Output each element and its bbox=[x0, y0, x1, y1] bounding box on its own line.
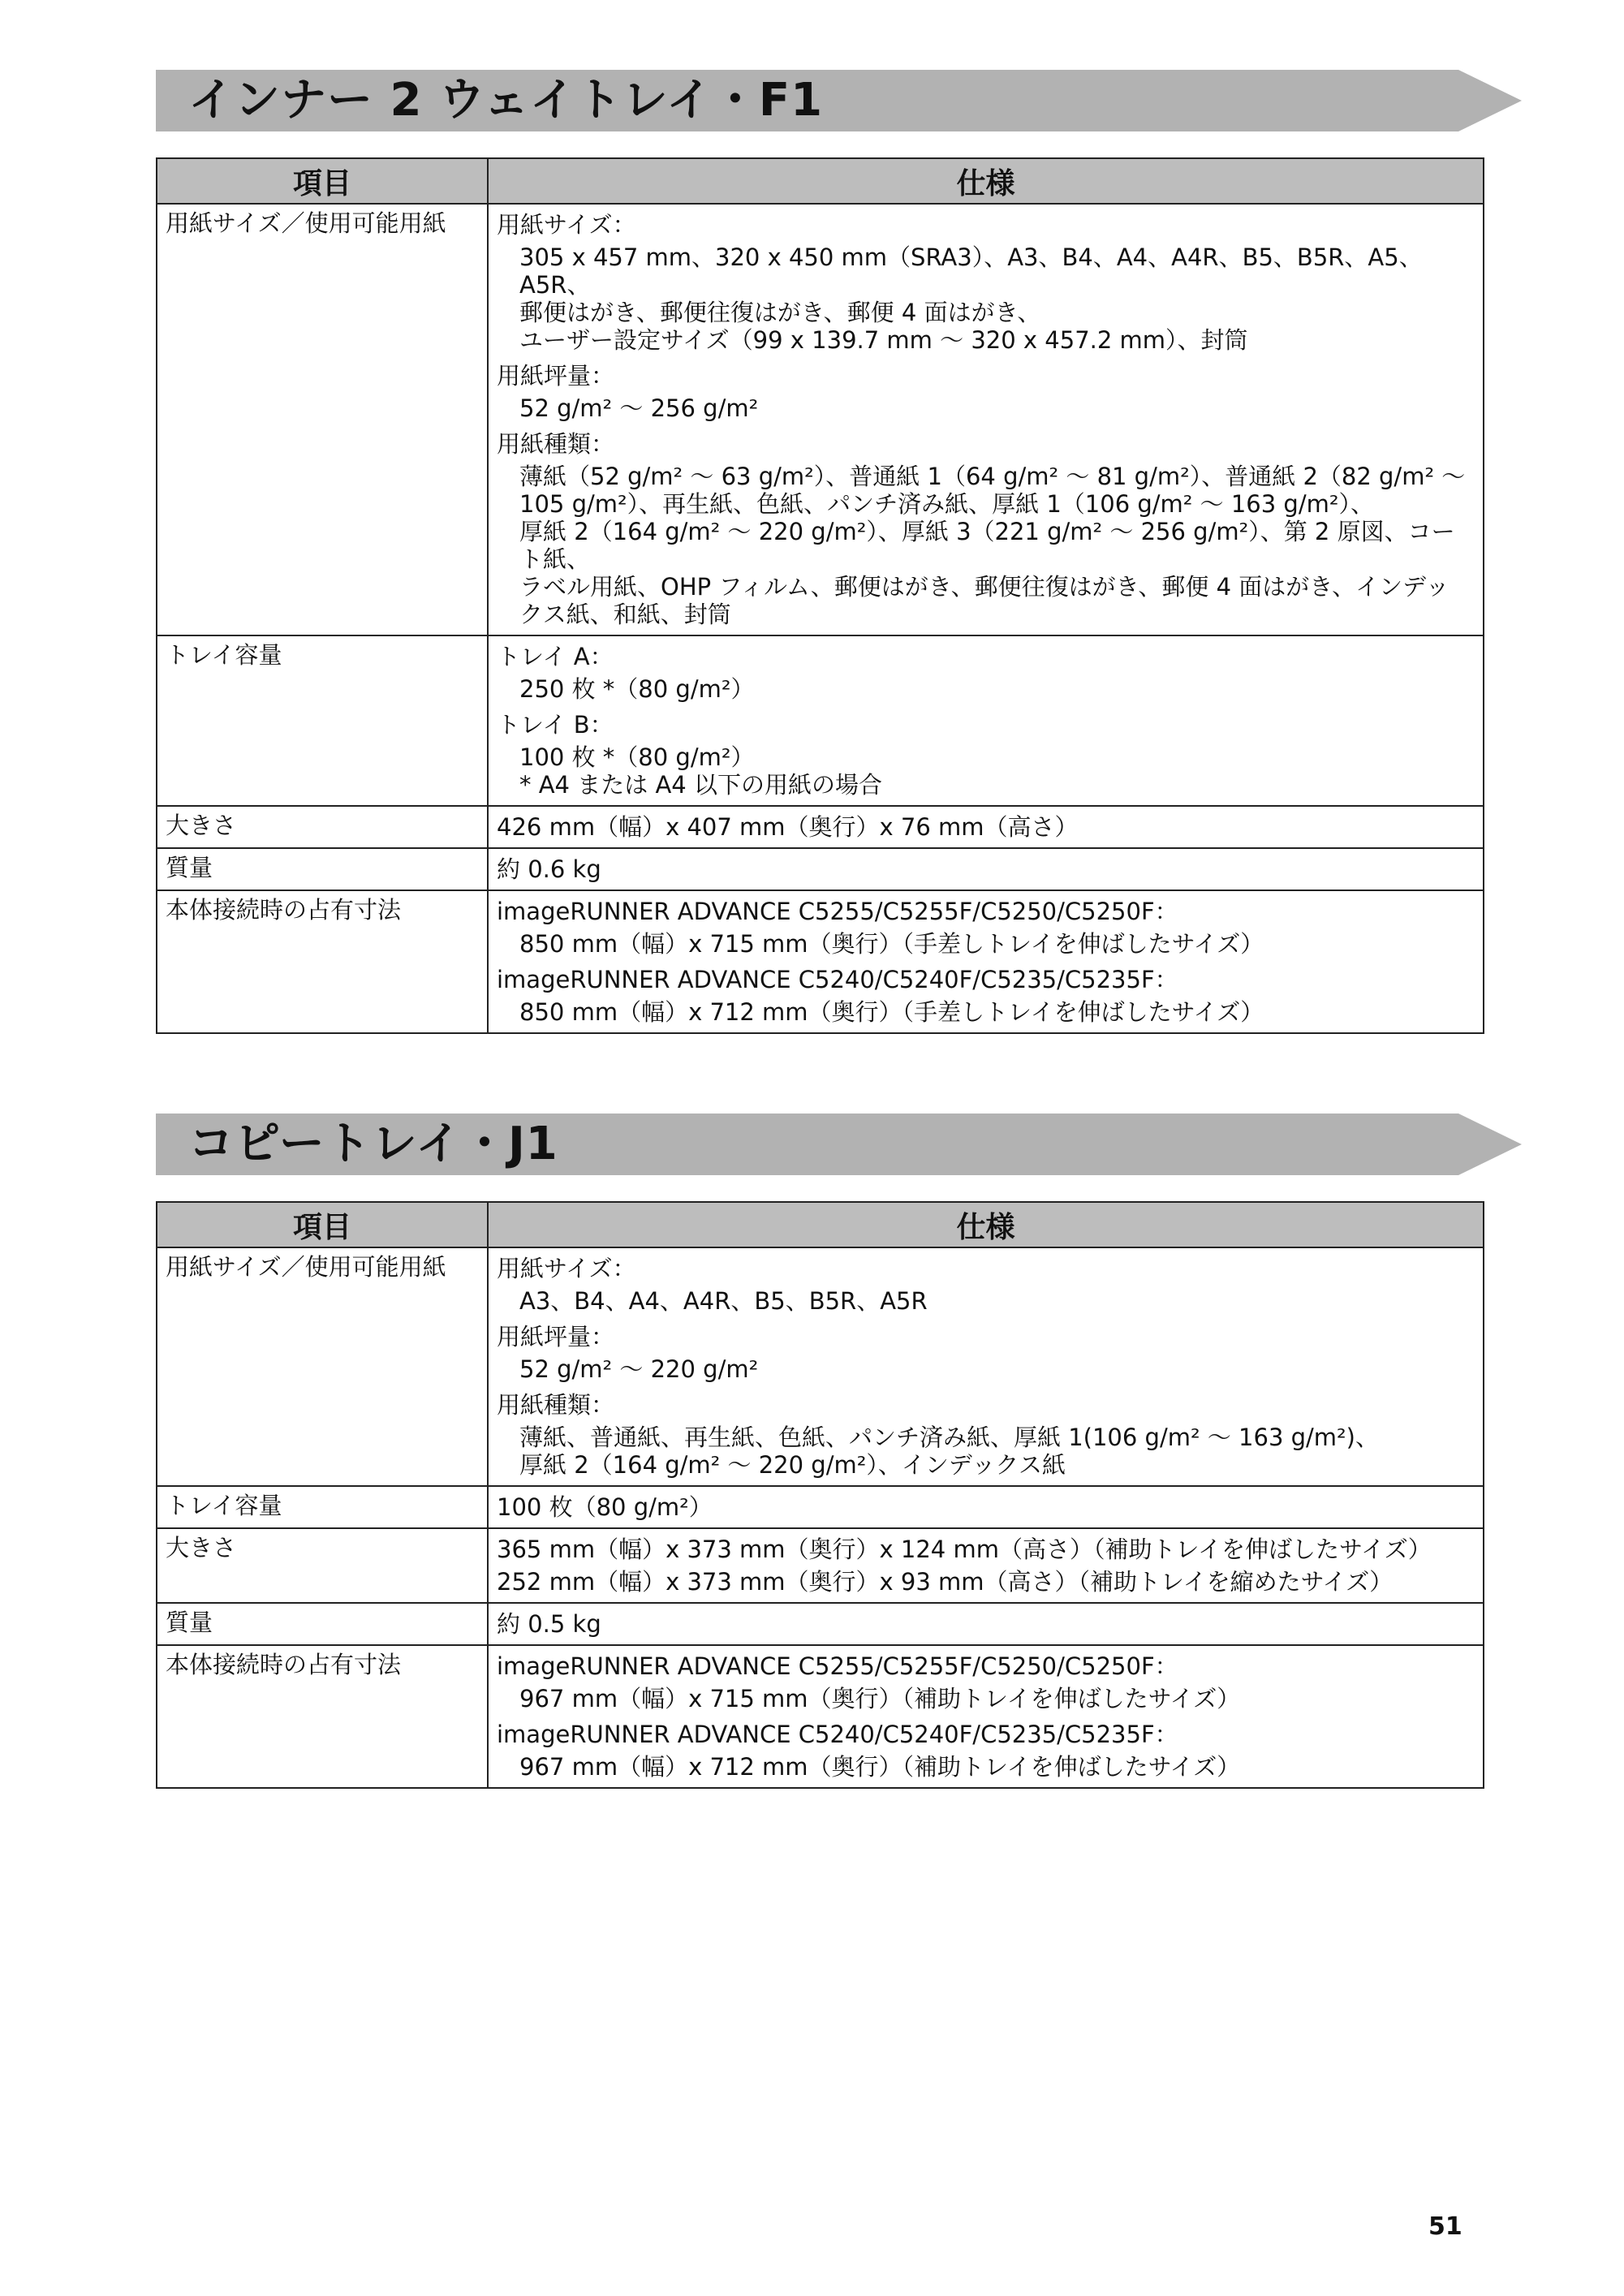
section-inner-2way-tray bbox=[156, 70, 1483, 1034]
spec-line: 薄紙（52 g/m² ～ 63 g/m²）、普通紙 1（64 g/m² ～ 81 g/m²）、普通紙 2（82 g/m² ～ bbox=[519, 463, 1466, 490]
spec-label: 用紙坪量： bbox=[497, 362, 615, 390]
row-item: 質量 bbox=[157, 848, 488, 890]
spec-line: 厚紙 2（164 g/m² ～ 220 g/m²）、インデックス紙 bbox=[519, 1451, 1066, 1479]
table-row bbox=[157, 1486, 1484, 1528]
spec-line: ユーザー設定サイズ（99 x 139.7 mm ～ 320 x 457.2 mm）、封筒 bbox=[519, 326, 1248, 354]
row-spec bbox=[488, 806, 1484, 848]
spec-detail bbox=[497, 1287, 1475, 1315]
spec-label: 用紙種類： bbox=[497, 1391, 615, 1419]
row-spec bbox=[488, 635, 1484, 806]
header-spec: 仕様 bbox=[488, 1202, 1484, 1247]
spec-label: 365 mm（幅）x 373 mm（奥行）x 124 mm（高さ）（補助トレイを伸ばしたサイズ） bbox=[497, 1536, 1432, 1563]
row-item: 用紙サイズ／使用可能用紙 bbox=[157, 204, 488, 635]
row-spec bbox=[488, 1528, 1484, 1603]
table-row bbox=[157, 1603, 1484, 1645]
spec-label: imageRUNNER ADVANCE C5255/C5255F/C5250/C5250F： bbox=[497, 1652, 1178, 1680]
spec-line: 薄紙、普通紙、再生紙、色紙、パンチ済み紙、厚紙 1(106 g/m² ～ 163 g/m²)、 bbox=[519, 1424, 1379, 1451]
spec-line: クス紙、和紙、封筒 bbox=[519, 601, 731, 628]
spec-line: 967 mm（幅）x 715 mm（奥行）（補助トレイを伸ばしたサイズ） bbox=[519, 1685, 1241, 1712]
spec-detail bbox=[497, 675, 1475, 703]
spec-label: 用紙サイズ： bbox=[497, 211, 636, 239]
row-spec bbox=[488, 204, 1484, 635]
spec-label: imageRUNNER ADVANCE C5240/C5240F/C5235/C5235F： bbox=[497, 1721, 1178, 1748]
spec-line: 52 g/m² ～ 220 g/m² bbox=[519, 1355, 759, 1383]
spec-line: 250 枚 *（80 g/m²） bbox=[519, 675, 755, 703]
spec-label: 用紙種類： bbox=[497, 430, 615, 458]
spec-label: トレイ A： bbox=[497, 643, 614, 670]
spec-detail bbox=[497, 1355, 1475, 1383]
section-title: コピートレイ・J1 bbox=[188, 1118, 558, 1170]
row-item: 用紙サイズ／使用可能用紙 bbox=[157, 1247, 488, 1486]
spec-line: 105 g/m²）、再生紙、色紙、パンチ済み紙、厚紙 1（106 g/m² ～ 163 g/m²）、 bbox=[519, 490, 1374, 518]
spec-detail bbox=[497, 463, 1475, 628]
spec-line: 967 mm（幅）x 712 mm（奥行）（補助トレイを伸ばしたサイズ） bbox=[519, 1753, 1241, 1781]
row-item: 本体接続時の占有寸法 bbox=[157, 890, 488, 1033]
row-item: 大きさ bbox=[157, 1528, 488, 1603]
row-spec bbox=[488, 1603, 1484, 1645]
section-copy-tray bbox=[156, 1114, 1483, 1789]
spec-table bbox=[156, 1201, 1484, 1789]
spec-line: A3、B4、A4、A4R、B5、B5R、A5R bbox=[519, 1287, 928, 1315]
spec-detail bbox=[497, 998, 1475, 1026]
table-row bbox=[157, 806, 1484, 848]
spec-label: トレイ B： bbox=[497, 711, 614, 739]
spec-label: 約 0.6 kg bbox=[497, 855, 601, 883]
row-item: トレイ容量 bbox=[157, 635, 488, 806]
header-item: 項目 bbox=[157, 158, 488, 204]
spec-detail bbox=[497, 930, 1475, 958]
row-item: 大きさ bbox=[157, 806, 488, 848]
banner-arrow-icon bbox=[1458, 1114, 1522, 1175]
spec-line: 850 mm（幅）x 712 mm（奥行）（手差しトレイを伸ばしたサイズ） bbox=[519, 998, 1264, 1026]
spec-line: 305 x 457 mm、320 x 450 mm（SRA3）、A3、B4、A4、A4R、B5、B5R、A5、A5R、 bbox=[519, 243, 1423, 299]
banner-arrow-icon bbox=[1458, 70, 1522, 131]
spec-detail bbox=[497, 1685, 1475, 1712]
spec-label: 252 mm（幅）x 373 mm（奥行）x 93 mm（高さ）（補助トレイを縮めたサイズ） bbox=[497, 1568, 1394, 1596]
row-item: 本体接続時の占有寸法 bbox=[157, 1645, 488, 1788]
spec-label: 約 0.5 kg bbox=[497, 1610, 601, 1638]
spec-line: 52 g/m² ～ 256 g/m² bbox=[519, 394, 759, 422]
table-row bbox=[157, 890, 1484, 1033]
row-spec bbox=[488, 848, 1484, 890]
spec-label: 100 枚（80 g/m²） bbox=[497, 1493, 713, 1521]
section-banner bbox=[156, 70, 1519, 131]
spec-detail bbox=[497, 394, 1475, 422]
table-row bbox=[157, 1528, 1484, 1603]
spec-label: 用紙坪量： bbox=[497, 1323, 615, 1350]
table-row bbox=[157, 204, 1484, 635]
header-spec: 仕様 bbox=[488, 158, 1484, 204]
page-number: 51 bbox=[1428, 2212, 1462, 2241]
row-spec bbox=[488, 1247, 1484, 1486]
spec-detail bbox=[497, 1424, 1475, 1479]
table-row bbox=[157, 1645, 1484, 1788]
table-row bbox=[157, 1247, 1484, 1486]
spec-label: imageRUNNER ADVANCE C5240/C5240F/C5235/C5235F： bbox=[497, 966, 1178, 993]
spec-detail bbox=[497, 1753, 1475, 1781]
table-row bbox=[157, 635, 1484, 806]
spec-label: 用紙サイズ： bbox=[497, 1255, 636, 1282]
spec-line: 郵便はがき、郵便往復はがき、郵便 4 面はがき、 bbox=[519, 299, 1041, 326]
spec-line: * A4 または A4 以下の用紙の場合 bbox=[519, 771, 882, 799]
header-item: 項目 bbox=[157, 1202, 488, 1247]
spec-detail bbox=[497, 243, 1475, 354]
spec-line: ラベル用紙、OHP フィルム、郵便はがき、郵便往復はがき、郵便 4 面はがき、インデッ bbox=[519, 573, 1450, 601]
spec-label: imageRUNNER ADVANCE C5255/C5255F/C5250/C5250F： bbox=[497, 898, 1178, 925]
spec-label: 426 mm（幅）x 407 mm（奥行）x 76 mm（高さ） bbox=[497, 813, 1079, 841]
section-banner bbox=[156, 1114, 1519, 1175]
row-item: トレイ容量 bbox=[157, 1486, 488, 1528]
spec-line: 850 mm（幅）x 715 mm（奥行）（手差しトレイを伸ばしたサイズ） bbox=[519, 930, 1264, 958]
table-row bbox=[157, 848, 1484, 890]
row-spec bbox=[488, 1486, 1484, 1528]
row-spec bbox=[488, 890, 1484, 1033]
spec-line: 厚紙 2（164 g/m² ～ 220 g/m²）、厚紙 3（221 g/m² ～ 256 g/m²）、第 2 原図、コート紙、 bbox=[519, 518, 1455, 573]
spec-line: 100 枚 *（80 g/m²） bbox=[519, 743, 755, 771]
spec-detail bbox=[497, 743, 1475, 799]
section-title: インナー 2 ウェイトレイ・F1 bbox=[188, 74, 824, 127]
row-spec bbox=[488, 1645, 1484, 1788]
row-item: 質量 bbox=[157, 1603, 488, 1645]
spec-table bbox=[156, 157, 1484, 1034]
